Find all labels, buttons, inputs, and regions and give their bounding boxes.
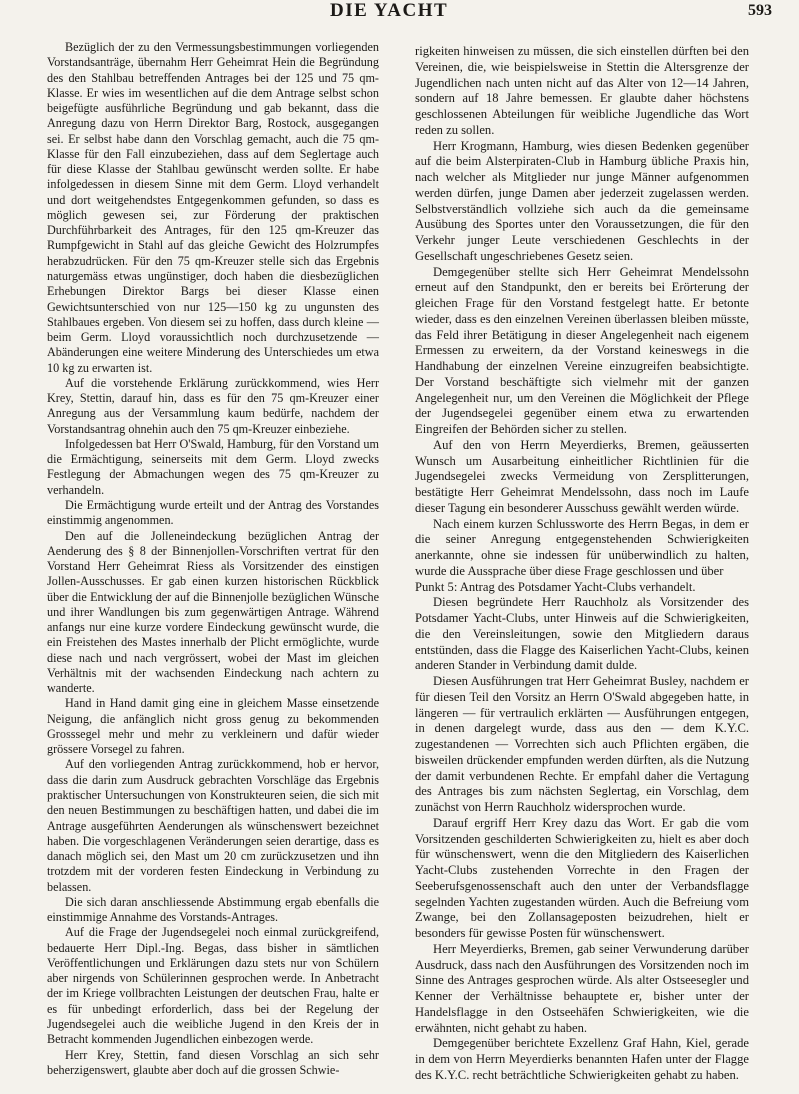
paragraph: Diesen begründete Herr Rauchholz als Vorsitzender des Potsdamer Yacht-Clubs, unter Hinweis auf die Schwierigkeiten, die den Vereinsleitungen, sowie den Mitgliedern daraus entstünden, dass die Flagge des Kaiserlichen Yacht-Clubs, keinen anderen Stander in Verbindung damit dulde. — [415, 595, 749, 673]
paragraph: Nach einem kurzen Schlussworte des Herrn Begas, in dem er die seiner Anregung entgegenstehenden Schwierigkeiten anerkannte, ohne sie indessen für unüberwindlich zu halten, wurde die Aussprache über diese Frage geschlossen und über — [415, 516, 749, 578]
paragraph: Hand in Hand damit ging eine in gleichem Masse einsetzende Neigung, die anfänglich nicht gross genug zu bekommenden Grosssegel mehr und mehr zu verkleinern und dafür wieder grössere Vorsegel zu fahren. — [47, 696, 379, 757]
paragraph: Die Ermächtigung wurde erteilt und der Antrag des Vorstandes einstimmig angenommen. — [47, 497, 379, 528]
left-column — [47, 40, 379, 1078]
paragraph: Diesen Ausführungen trat Herr Geheimrat Busley, nachdem er für diesen Teil den Vorsitz an Herrn O'Swald abgegeben hatte, in längeren — für vertraulich erklärten — Ausführungen entgegen, in denen dargelegt wurde, dass aus den — dem K.Y.C. zugestandenen — Vorrechten sich auch Pflichten ergäben, die bisweilen drückender empfunden werden dürften, als die Nutzung der damit verbundenen Rechte. Er empfahl daher die Vertagung des Antrages bis zum nächsten Seglertag, ein Vorschlag, dem zunächst von Herrn Rauchholz widersprochen wurde. — [415, 674, 749, 814]
agenda-item-heading: Punkt 5: Antrag des Potsdamer Yacht-Clubs verhandelt. — [415, 579, 696, 594]
paragraph: Demgegenüber berichtete Exzellenz Graf Hahn, Kiel, gerade in dem von Herrn Meyerdierks benannten Hafen unter der Flagge des K.Y.C. recht beträchtliche Schwierigkeiten gehabt zu haben. — [415, 1036, 749, 1082]
paragraph: Herr Krey, Stettin, fand diesen Vorschlag an sich sehr beherzigenswert, glaubte aber doch auf die grossen Schwie- — [47, 1047, 379, 1077]
paragraph: Herr Meyerdierks, Bremen, gab seiner Verwunderung darüber Ausdruck, dass nach den Ausführungen des Vorsitzenden noch im Sinne des Antrages gesprochen würde. Als alter Ostseesegler und Kenner der Verhältnisse behauptete er, bisher unter der Handelsflagge in den Ostseehäfen Schwierigkeiten, wie die erwähnten, nicht gehabt zu haben. — [415, 941, 749, 1035]
paragraph: rigkeiten hinweisen zu müssen, die sich einstellen dürften bei den Vereinen, die, wie beispielsweise in Stettin die Altersgrenze der Jugendlichen nach unten nicht auf das Alter von 12—14 Jahren, sondern auf 18 Jahre bemessen. Er glaubte daher höchstens geschlossenen Abteilungen für weibliche Jugendliche das Wort reden zu sollen. — [415, 44, 749, 137]
paragraph: Auf die vorstehende Erklärung zurückkommend, wies Herr Krey, Stettin, darauf hin, dass es für den 75 qm-Kreuzer einer Anregung aus der Versammlung kaum bedürfe, nachdem der Vorstandsantrag ohnehin auch den 75 qm-Kreuzer einbeziehe. — [47, 375, 379, 436]
paragraph: Darauf ergriff Herr Krey dazu das Wort. Er gab die vom Vorsitzenden geschilderten Schwierigkeiten zu, hielt es aber doch für wünschenswert, wenn die den Mitgliedern des Kaiserlichen Yacht-Clubs zustehenden Vorrechte in den Fragen der Seeberufsgenossenschaft auch den unter der Verbandsflagge segelnden Yachten zugestanden würden. Auch die Befreiung vom Zwange, bei den Zollansageposten beizudrehen, hielt er besonders für gewisse Posten für wünschenswert. — [415, 815, 749, 940]
paragraph: Auf die Frage der Jugendsegelei noch einmal zurückgreifend, bedauerte Herr Dipl.-Ing. Begas, dass bisher in sämtlichen Veröffentlichungen und Erklärungen dazu stets nur von Schülern aber nirgends von Schülerinnen gesprochen werde. In Anbetracht der im Kriege vollbrachten Leistungen der deutschen Frau, halte er es für unbedingt erforderlich, dass bei der Regelung der Jugendsegelei auch die weibliche Jugend in den Kreis der in Betracht kommenden Jugendlichen einbezogen werde. — [47, 925, 379, 1047]
paragraph: Demgegenüber stellte sich Herr Geheimrat Mendelssohn erneut auf den Standpunkt, den er bereits bei Erörterung der gleichen Frage für den Vorstand festgelegt hatte. Er betonte wieder, dass es den einzelnen Vereinen überlassen bleiben müsste, das Feld ihrer Betätigung in dieser Angelegenheit nach eigenem Ermessen zu erweitern, da der Vorstand keineswegs in die Handhabung der einzelnen Vereine einzugreifen beabsichtigte. Der Vorstand beschäftigte sich vielmehr mit der ganzen Angelegenheit nur, um den Vereinen die Möglichkeit der Pflege der Jugendsegelei gegenüber einem etwa zu erwartenden Eingreifen der Behörden sicher zu stellen. — [415, 264, 749, 436]
right-column — [415, 44, 749, 1084]
running-header — [0, 0, 799, 22]
paragraph: Den auf die Jolleneindeckung bezüglichen Antrag der Aenderung des § 8 der Binnenjollen-Vorschriften vertrat für den Vorstand Herr Geheimrat Riess als Vorsitzender des einstigen Jollen-Ausschusses. Er gab einen kurzen historischen Rückblick über die Entwicklung der auf die Binnenjolle bezüglichen Wünsche und ihrer Wandlungen bis zum gegenwärtigen Antrage. Während anfangs nur eine kurze vordere Eindeckung gewünscht wurde, die ein Freistehen des Mastes innerhalb der Plicht ermöglichte, wurde diese nach und nach vergrössert, wobei der Mast im gleichen Verhältnis mit der wachsenden Eindeckung nach achtern zu wanderte. — [47, 528, 379, 696]
journal-title: DIE YACHT — [330, 0, 449, 21]
paragraph: Herr Krogmann, Hamburg, wies diesen Bedenken gegenüber auf die beim Alsterpiraten-Club in Hamburg übliche Praxis hin, nach welcher als Mitglieder nur junge Männer aufgenommen werden dürfen, junge Damen aber jederzeit zugelassen werden. Selbstverständlich vollziehe sich auch da die gemeinsame Ausübung des Sportes unter den Voraussetzungen, die für den Verkehr junger Leute verschiedenen Geschlechts in der Gesellschaft ungeschriebenes Gesetz seien. — [415, 138, 749, 263]
page-number: 593 — [748, 2, 772, 19]
paragraph: Auf den von Herrn Meyerdierks, Bremen, geäusserten Wunsch um Ausarbeitung einheitlicher Richtlinien für die Jugendsegelei zwecks Vermeidung von Zersplitterungen, bestätigte Herr Geheimrat Mendelssohn, dass noch im Laufe dieser Tagung ein besonderer Ausschuss gewählt werden würde. — [415, 437, 749, 515]
paragraph: Infolgedessen bat Herr O'Swald, Hamburg, für den Vorstand um die Ermächtigung, seinerseits mit dem Germ. Lloyd zwecks Festlegung der Abmachungen wegen des 75 qm-Kreuzer zu verhandeln. — [47, 436, 379, 497]
paragraph: Bezüglich der zu den Vermessungsbestimmungen vorliegenden Vorstandsanträge, übernahm Herr Geheimrat Hein die Begründung des den Stahlbau betreffenden Antrages bei der 125 und 75 qm-Klasse. Er wies im wesentlichen auf die dem Antrage selbst schon beigefügte ausführliche Begründung und gab bekannt, dass die Anregung dazu von Herrn Direktor Barg, Rostock, ausgegangen sei. Er selbst habe dann den Vorschlag gemacht, auch die 75 qm-Klasse für den Fall einzubeziehen, dass auf dem Seglertage auch für diese Klasse der Stahlbau gewünscht werden sollte. Er habe infolgedessen in diesem Sinne mit dem Germ. Lloyd verhandelt und dort weitgehendstes Entgegenkommen gefunden, so dass es möglich gewesen sei, zur Förderung der praktischen Durchführbarkeit des Antrages, für den 125 qm-Kreuzer das Rumpfgewicht in Stahl auf das gleiche Gewicht des Holzrumpfes herabzudrücken. Für den 75 qm-Kreuzer stelle sich das Ergebnis naturgemäss etwas ungünstiger, doch haben die diesbezüglichen Erhebungen Direktor Bargs bei dieser Klasse einen Gewichtsunterschied von nur 125—150 kg zu ungunsten des Stahlbaues ergeben. Von diesem sei zu hoffen, dass durch kleine — beim Germ. Lloyd voraussichtlich noch durchzusetzende — Abänderungen eine weitere Minderung des Unterschiedes um etwa 10 kg zu erwarten ist. — [47, 40, 379, 375]
paragraph: Auf den vorliegenden Antrag zurückkommend, hob er hervor, dass die darin zum Ausdruck gebrachten Vorschläge das Ergebnis praktischer Untersuchungen von Konstrukteuren seien, die sich mit den neuen Bestimmungen zu beschäftigen hatten, und dabei die im Antrage ausgeführten Aenderungen als wünschenswert bezeichnet haben. Die vorgeschlagenen Veränderungen seien derartige, dass es danach möglich sei, den Mast um 20 cm zurückzusetzen und ihn trotzdem mit der vorderen festen Eindeckung in Verbindung zu belassen. — [47, 757, 379, 894]
paragraph: Die sich daran anschliessende Abstimmung ergab ebenfalls die einstimmige Annahme des Vorstands-Antrages. — [47, 894, 379, 925]
